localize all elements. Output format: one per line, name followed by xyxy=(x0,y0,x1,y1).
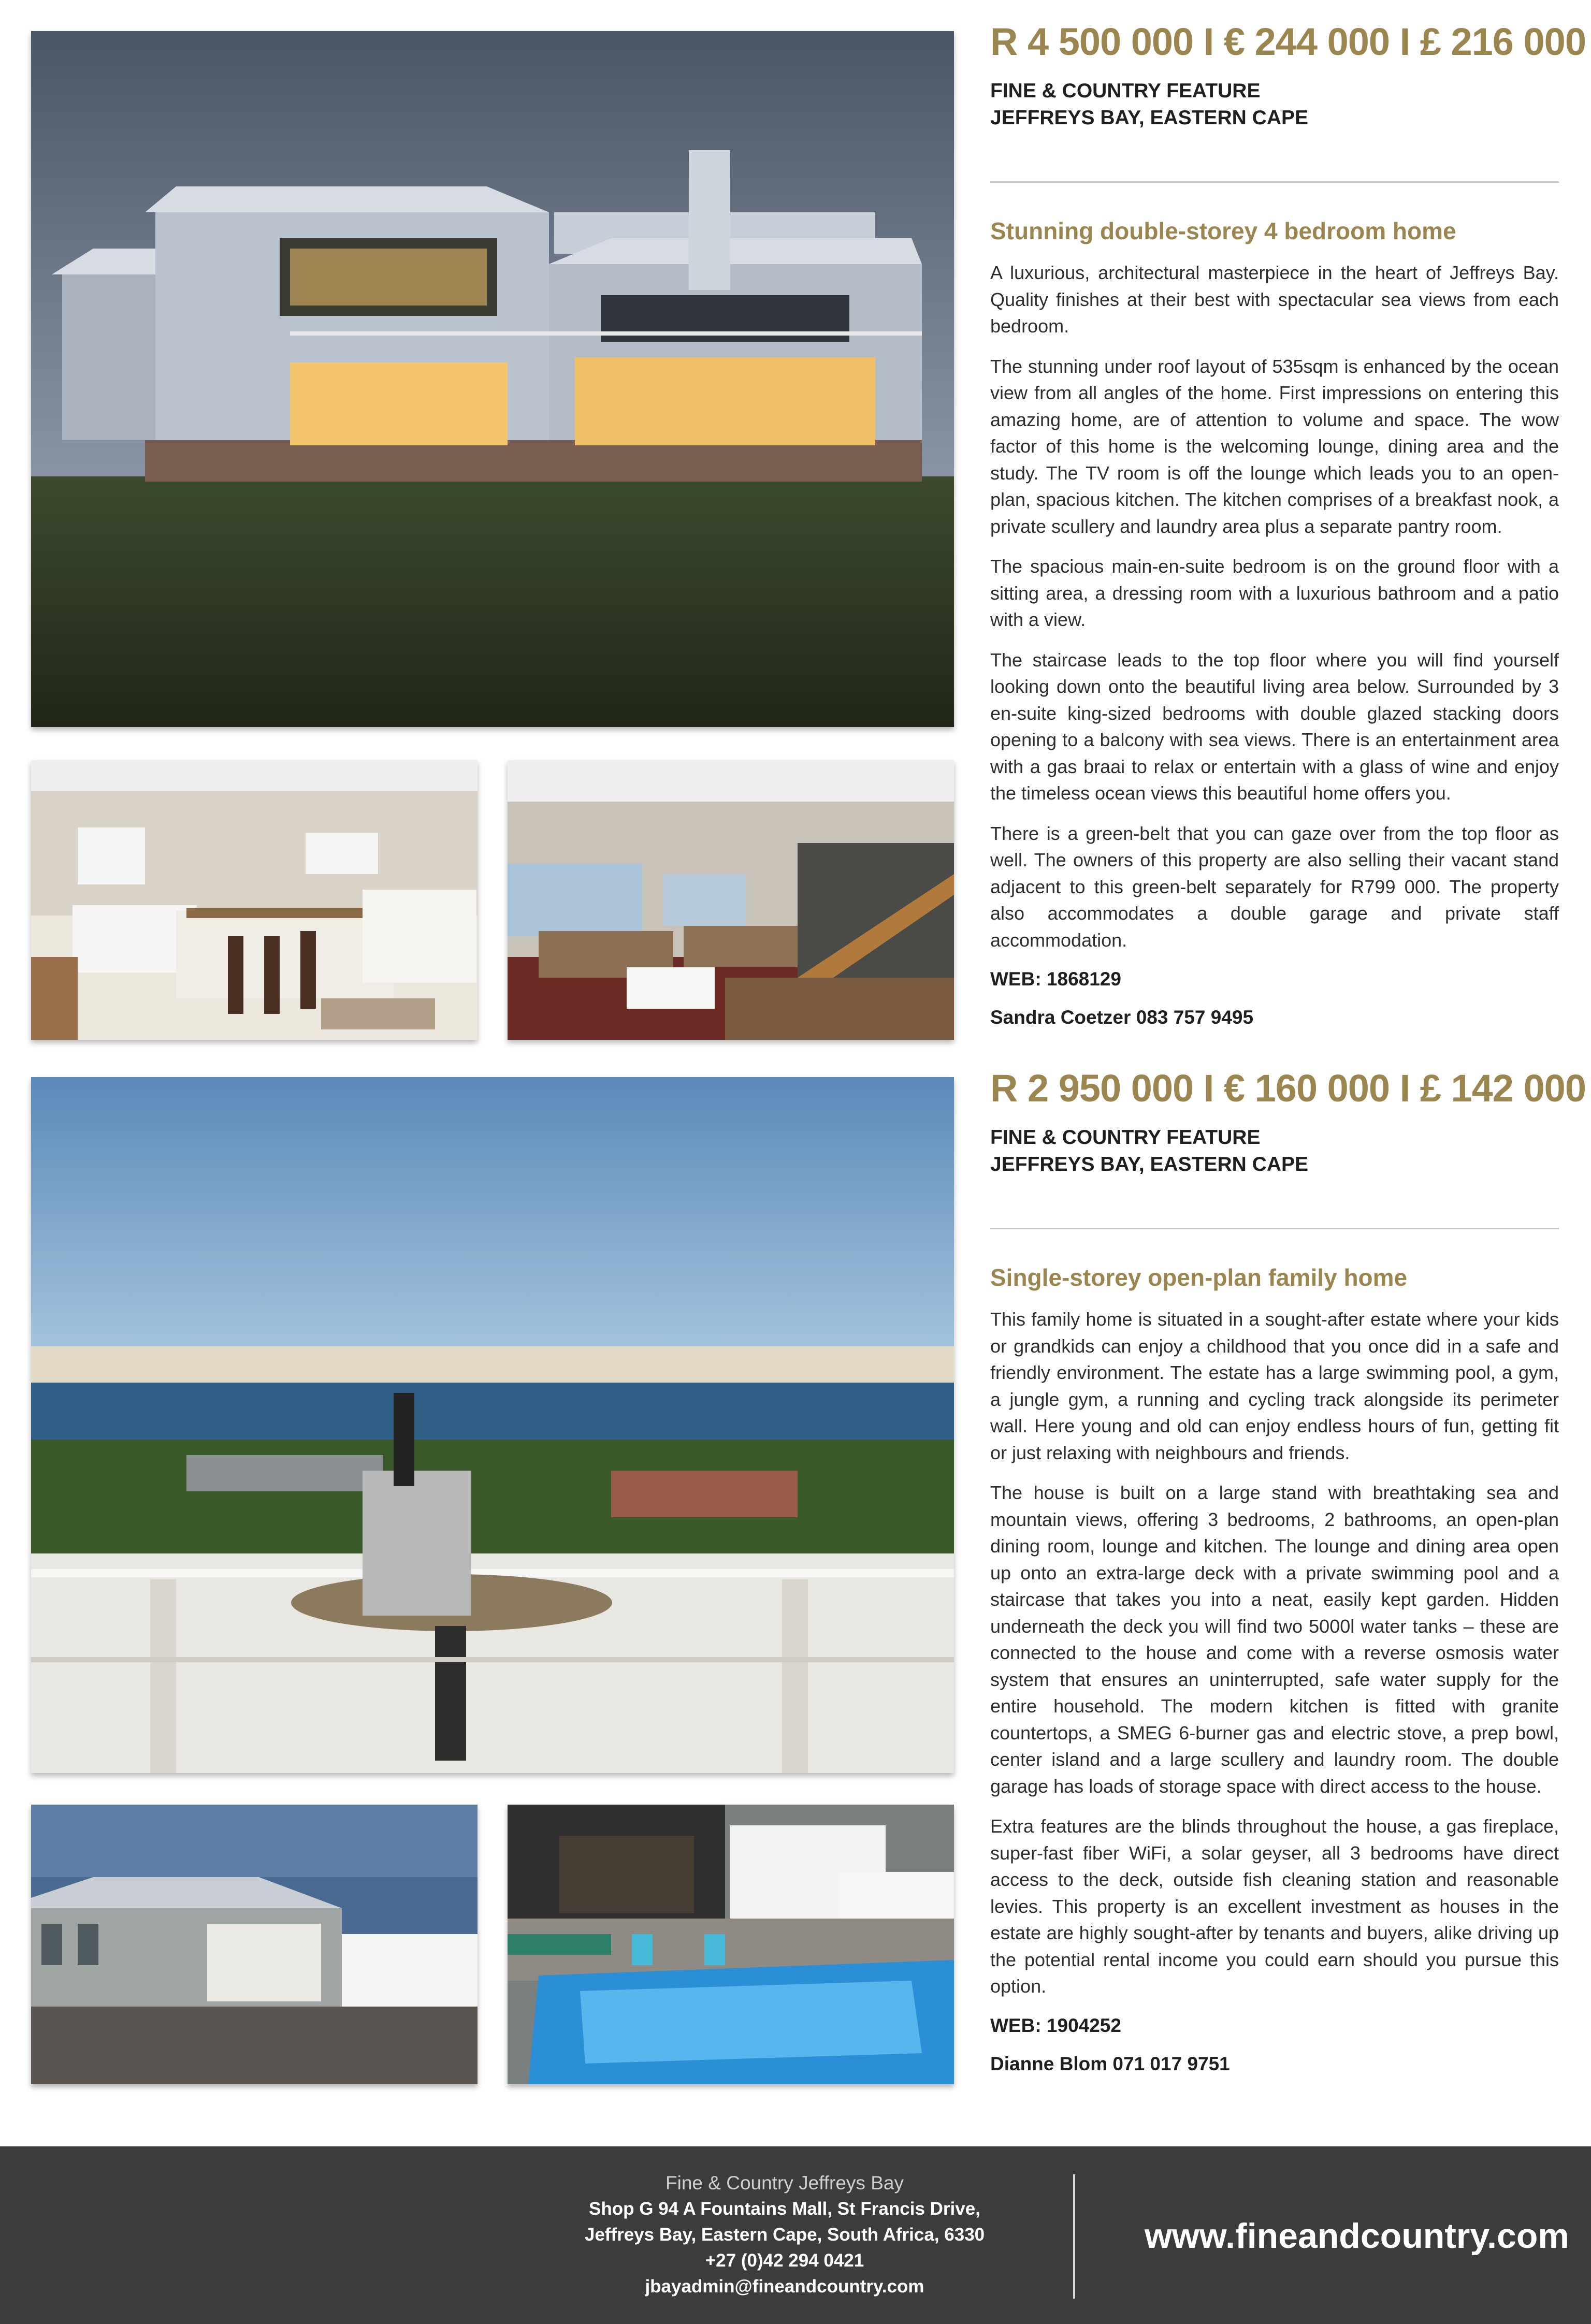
listing2-paragraph: Extra features are the blinds throughout the house, a gas fireplace, super-fast fiber WiFi, a solar geyser, all 3 bedrooms have direct access to the deck, outside fish cleaning station and reasonable levies. This property is an excellent investment as houses in the estate are highly sought-after by tenants and buyers, alike driving up the potential rental income you could earn should you pursue this option. xyxy=(990,1815,1559,1997)
listing2-pool-photo xyxy=(508,1805,954,2084)
listing2-deck-view-photo xyxy=(31,1077,954,1773)
listing2-feature-label xyxy=(990,1124,1559,1178)
listing2-divider xyxy=(990,1228,1559,1229)
listing1-agent-contact: Sandra Coetzer 083 757 9495 xyxy=(990,1007,1254,1028)
listing1-paragraph: The spacious main-en-suite bedroom is on the ground floor with a sitting area, a dressing room with a luxurious bathroom and a patio with a view. xyxy=(990,556,1559,630)
listing2-paragraph: The house is built on a large stand with breathtaking sea and mountain views, offering 3 bedrooms, 2 bathrooms, an open-plan dining room, lounge and kitchen. The lounge and dining area open up onto an extra-large deck with a private swimming pool and a staircase that takes you into a neat, easily kept garden. Hidden underneath the deck you will find two 5000l water tanks – these are connected to the house and come with a reverse osmosis water system that ensures an uninterrupted, safe water supply for the entire household. The modern kitchen is fitted with granite countertops, a SMEG 6-burner gas and electric stove, a prep bowl, center island and a large scullery and laundry room. The double garage has loads of storage space with direct access to the house. xyxy=(990,1482,1559,1797)
office-address-line2: Jeffreys Bay, Eastern Cape, South Africa, 6330 xyxy=(584,2225,985,2245)
listing2-price: R 2 950 000 I € 160 000 I £ 142 000 xyxy=(990,1067,1586,1110)
office-email[interactable]: jbayadmin@fineandcountry.com xyxy=(645,2276,924,2297)
website-link[interactable]: www.fineandcountry.com xyxy=(1145,2216,1569,2256)
listing2-feature-line1: FINE & COUNTRY FEATURE xyxy=(990,1126,1261,1149)
listing2-web-ref: WEB: 1904252 xyxy=(990,2014,1121,2036)
office-address-line1: Shop G 94 A Fountains Mall, St Francis Drive, xyxy=(589,2199,980,2219)
listing1-feature-label xyxy=(990,78,1559,132)
listing1-paragraph: The staircase leads to the top floor where you will find yourself looking down onto the beautiful living area below. Surrounded by 3 en-suite king-sized bedrooms with double glazed stacking doors opening to a balcony with sea views. There is an entertainment area with a gas braai to relax or entertain with a glass of wine and enjoy the timeless ocean views this beautiful home offers you. xyxy=(990,649,1559,804)
listing2-headline: Single-storey open-plan family home xyxy=(990,1264,1408,1291)
listing1-paragraph: A luxurious, architectural masterpiece in the heart of Jeffreys Bay. Quality finishes at their best with spectacular sea views from each bedroom. xyxy=(990,262,1559,337)
listing1-web-ref: WEB: 1868129 xyxy=(990,968,1121,990)
listing1-headline: Stunning double-storey 4 bedroom home xyxy=(990,217,1456,244)
listing1-exterior-photo xyxy=(31,31,954,727)
listing2-house-exterior-photo xyxy=(31,1805,478,2084)
listing1-details xyxy=(990,20,1586,1030)
office-name: Fine & Country Jeffreys Bay xyxy=(666,2172,904,2194)
footer xyxy=(0,2146,1591,2324)
listing1-feature-line1: FINE & COUNTRY FEATURE xyxy=(990,80,1261,102)
office-contact-block xyxy=(492,2170,1077,2300)
listing1-location: JEFFREYS BAY, EASTERN CAPE xyxy=(990,107,1309,129)
listing1-paragraph: There is a green-belt that you can gaze over from the top floor as well. The owners of this property are also selling their vacant stand adjacent to this green-belt separately for R799 000. The property also accommodates a double garage and private staff accommodation. xyxy=(990,822,1559,951)
listing1-kitchen-photo xyxy=(31,760,478,1040)
listing1-divider xyxy=(990,181,1559,183)
listing2-paragraph: This family home is situated in a sought-after estate where your kids or grandkids can enjoy a childhood that you once did in a safe and friendly environment. The estate has a large swimming pool, a gym, a jungle gym, a running and cycling track alongside its perimeter wall. Here young and old can enjoy endless hours of fun, getting fit or just relaxing with neighbours and friends. xyxy=(990,1309,1559,1463)
office-phone[interactable]: +27 (0)42 294 0421 xyxy=(705,2250,864,2271)
listing2-location: JEFFREYS BAY, EASTERN CAPE xyxy=(990,1153,1309,1175)
listing2-details xyxy=(990,1067,1586,2076)
listing2-agent-contact: Dianne Blom 071 017 9751 xyxy=(990,2053,1230,2074)
listing1-lounge-photo xyxy=(508,760,954,1040)
listing1-paragraph: The stunning under roof layout of 535sqm is enhanced by the ocean view from all angles of the home. First impressions on entering this amazing home, are of attention to volume and space. The wow factor of this home is the welcoming lounge, dining area and the study. The TV room is off the lounge which leads you to an open-plan, spacious kitchen. The kitchen comprises of a breakfast nook, a private scullery and laundry area plus a separate pantry room. xyxy=(990,355,1559,537)
footer-divider xyxy=(1073,2174,1075,2299)
listing1-price: R 4 500 000 I € 244 000 I £ 216 000 xyxy=(990,20,1586,63)
